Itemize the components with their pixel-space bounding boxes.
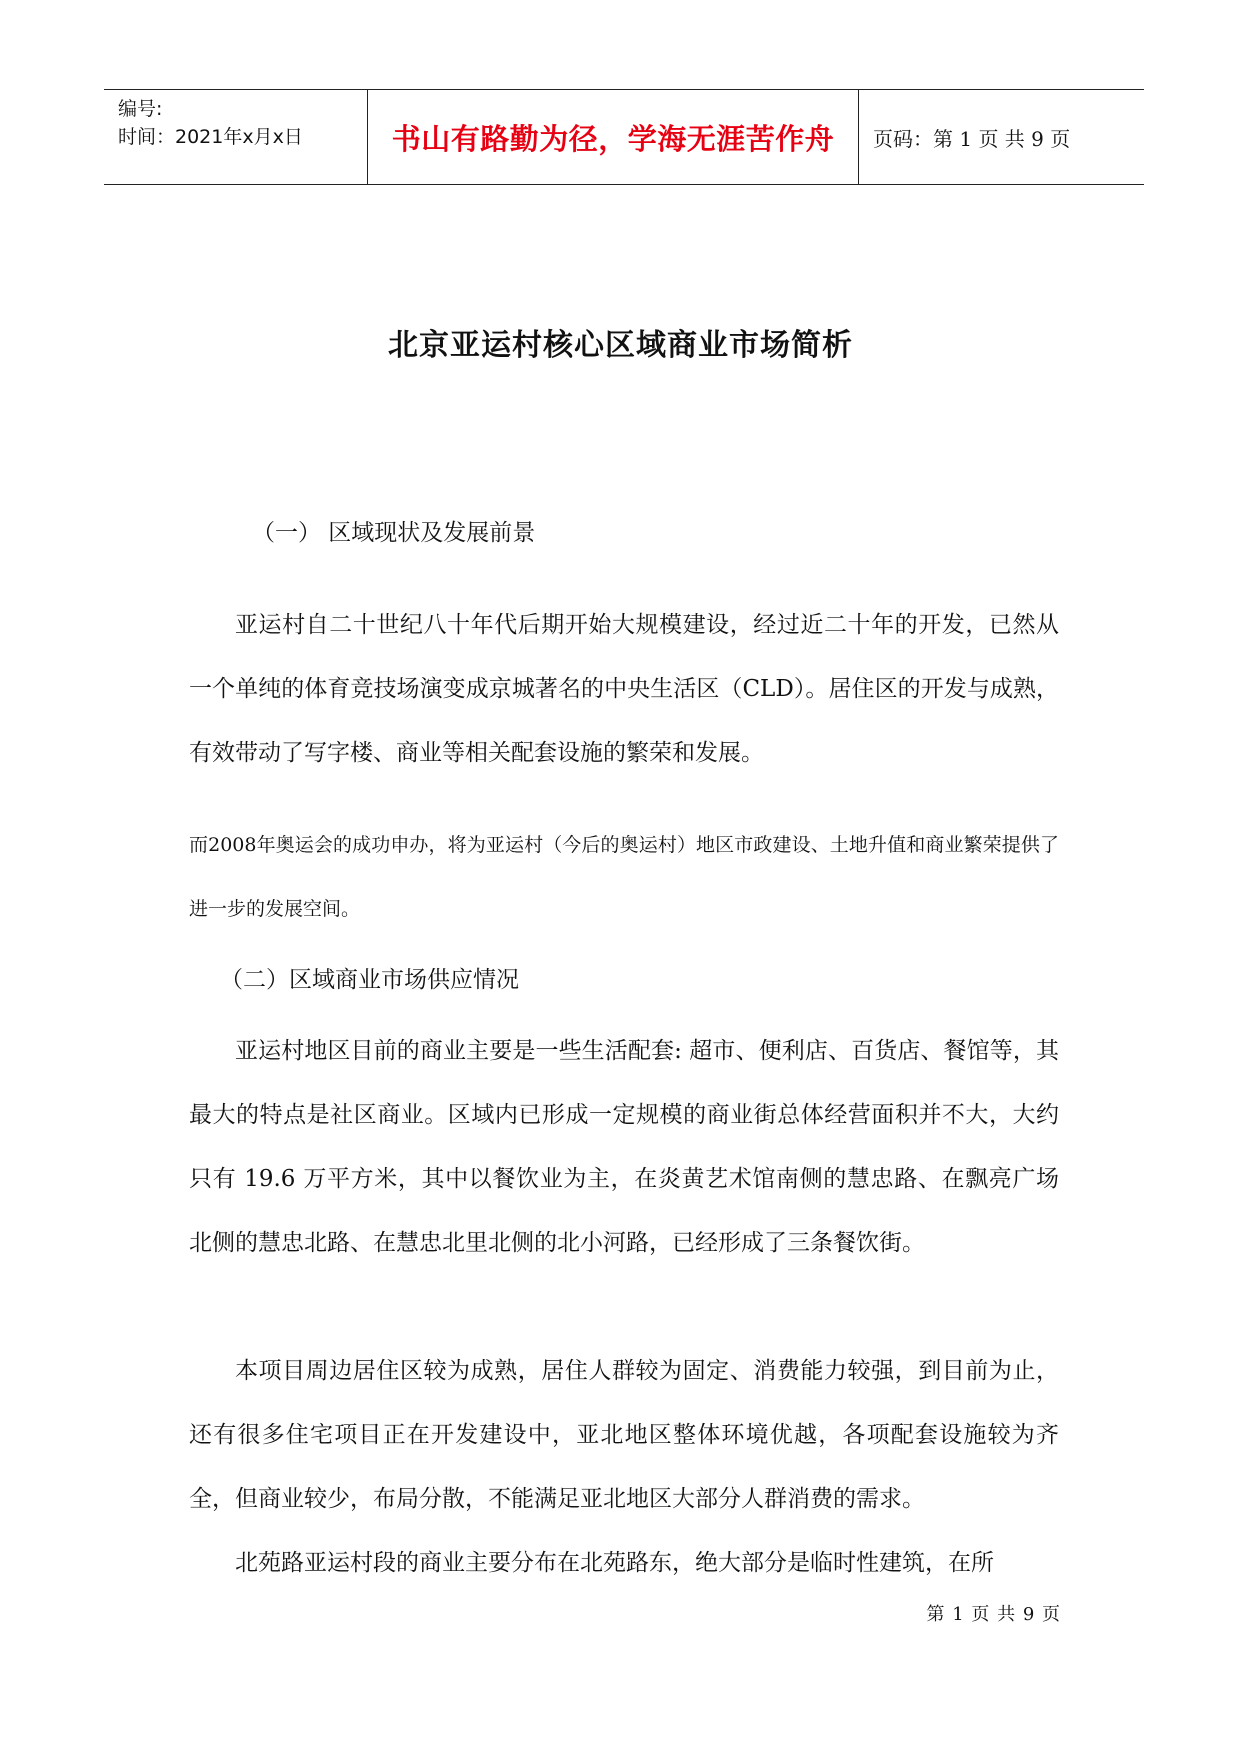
- header-page-code: 页码：第 1 页 共 9 页: [873, 126, 1071, 151]
- page-header: [104, 89, 1144, 185]
- section-2-paragraph-3: 北苑路亚运村段的商业主要分布在北苑路东，绝大部分是临时性建筑，在所: [235, 1550, 994, 1576]
- section-2-paragraph-2: 本项目周边居住区较为成熟，居住人群较为固定、消费能力较强，到目前为止，还有很多住宅项目正在开发建设中，亚北地区整体环境优越，各项配套设施较为齐全，但商业较少，布局分散，不能满足亚北地区大部分人群消费的需求。: [189, 1358, 1059, 1512]
- header-meta-cell: [104, 90, 368, 184]
- serial-number-label: 编号:: [118, 98, 163, 120]
- document-title: 北京亚运村核心区域商业市场简析: [388, 328, 853, 363]
- date-label: 时间：2021年x月x日: [118, 126, 303, 148]
- section-2-paragraph-1: 亚运村地区目前的商业主要是一些生活配套: 超市、便利店、百货店、餐馆等，其最大的特点是社区商业。区域内已形成一定规模的商业街总体经营面积并不大，大约只有 19.6 万平方米，其中以餐饮业为主，在炎黄艺术馆南侧的慧忠路、在飘亮广场北侧的慧忠北路、在慧忠北里北侧的北小河路，已经形成了三条餐饮街。: [189, 1038, 1059, 1256]
- section-1-paragraph-1: 亚运村自二十世纪八十年代后期开始大规模建设，经过近二十年的开发，已然从一个单纯的体育竞技场演变成京城著名的中央生活区（CLD）。居住区的开发与成熟，有效带动了写字楼、商业等相关配套设施的繁荣和发展。: [189, 612, 1059, 766]
- page-footer: 第 1 页 共 9 页: [926, 1604, 1061, 1625]
- header-motto: 书山有路勤为径，学海无涯苦作舟: [368, 90, 859, 184]
- section-1-paragraph-2: 而2008年奥运会的成功申办，将为亚运村（今后的奥运村）地区市政建设、土地升值和商业繁荣提供了进一步的发展空间。: [189, 834, 1059, 920]
- section-2-heading: （二）区域商业市场供应情况: [220, 967, 519, 993]
- section-1-heading: （一） 区域现状及发展前景: [252, 520, 536, 546]
